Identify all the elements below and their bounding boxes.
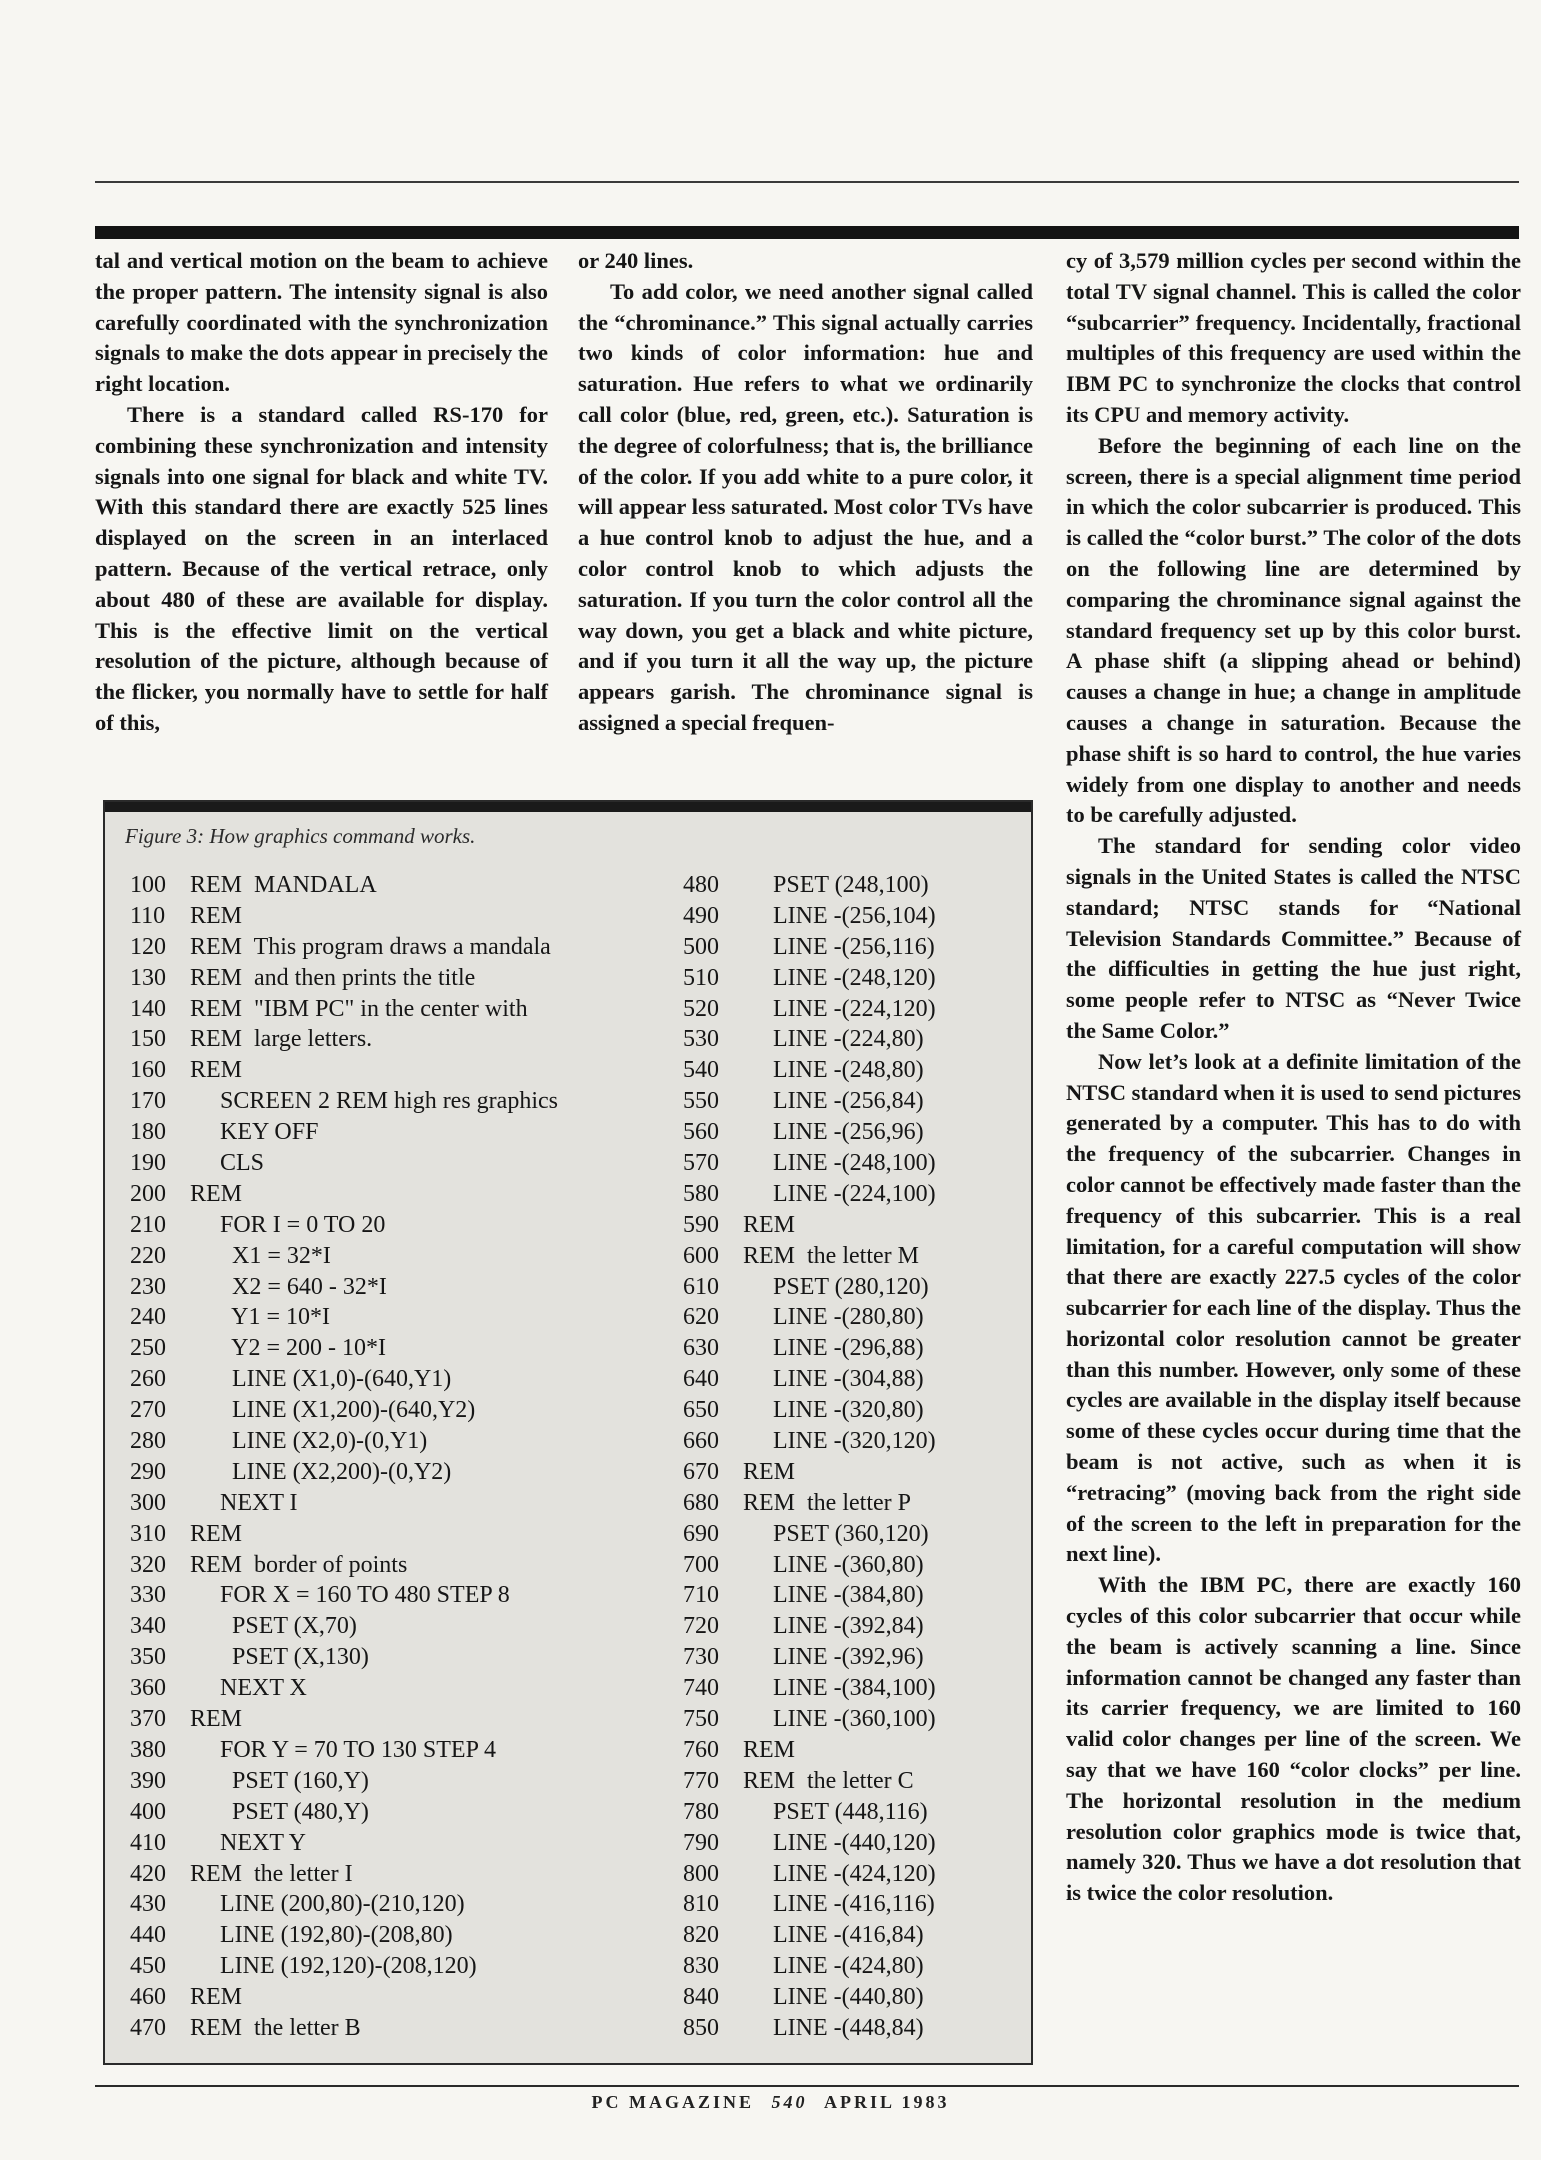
code-line [683,1828,936,1859]
code-line [683,870,936,901]
code-statement: X1 = 32*I [190,1242,331,1269]
line-number: 360 [130,1675,166,1702]
paragraph: tal and vertical motion on the beam to achieve the proper pattern. The intensity signal is also carefully coordinated with the synchronization signals to make the dots appear in precisely the right location. [95,248,548,397]
code-statement: REM This program draws a mandala [190,933,551,960]
code-statement: PSET (360,120) [743,1520,929,1547]
code-line [683,1735,936,1766]
code-statement: LINE -(320,120) [743,1428,936,1455]
code-statement: REM the letter B [190,2014,361,2041]
code-statement: LINE -(424,120) [743,1860,936,1887]
top-rule [95,181,1519,183]
code-line [130,1642,558,1673]
line-number: 690 [683,1520,719,1547]
code-line [130,1766,558,1797]
code-line [130,1457,558,1488]
code-line [130,1920,558,1951]
code-statement: PSET (X,70) [190,1613,357,1640]
code-statement: REM [743,1736,796,1763]
code-statement: REM [190,1180,243,1207]
line-number: 620 [683,1304,719,1331]
code-statement: LINE -(224,120) [743,995,936,1022]
code-line [130,1828,558,1859]
code-line [683,1642,936,1673]
code-statement: LINE -(360,100) [743,1706,936,1733]
line-number: 310 [130,1520,166,1547]
code-statement: LINE -(448,84) [743,2014,924,2041]
code-line [130,1086,558,1117]
code-line [130,1364,558,1395]
code-line [683,1364,936,1395]
code-line [683,1024,936,1055]
code-line [130,1272,558,1303]
code-statement: LINE -(392,84) [743,1613,924,1640]
code-statement: REM MANDALA [190,872,377,898]
line-number: 710 [683,1582,719,1609]
line-number: 630 [683,1335,719,1362]
code-line [683,994,936,1025]
code-statement: PSET (X,130) [190,1644,369,1671]
code-line [130,1148,558,1179]
code-line [683,1766,936,1797]
line-number: 560 [683,1119,719,1146]
code-line [683,1920,936,1951]
code-statement: PSET (160,Y) [190,1767,369,1794]
line-number: 570 [683,1150,719,1177]
code-line [130,1426,558,1457]
figure-3-code-listing [103,800,1033,2065]
bottom-rule [95,2085,1519,2087]
line-number: 520 [683,995,719,1022]
code-statement: PSET (448,116) [743,1798,928,1825]
line-number: 760 [683,1736,719,1763]
code-statement: NEXT I [190,1489,298,1516]
code-statement: LINE -(416,84) [743,1922,924,1949]
line-number: 510 [683,964,719,991]
code-line [130,1735,558,1766]
line-number: 500 [683,933,719,960]
code-statement: LINE (200,80)-(210,120) [190,1891,465,1918]
line-number: 480 [683,872,719,898]
code-column-right [683,870,936,2044]
code-line [130,1519,558,1550]
code-statement: LINE (X1,0)-(640,Y1) [190,1366,452,1393]
code-line [683,963,936,994]
code-statement: REM the letter P [743,1489,911,1516]
code-statement: PSET (248,100) [743,872,929,898]
code-line [683,1055,936,1086]
code-statement: REM [190,1984,243,2011]
code-statement: LINE -(256,104) [743,902,936,929]
code-line [130,2013,558,2044]
footer-date: APRIL 1983 [824,2092,950,2112]
line-number: 700 [683,1551,719,1578]
code-statement: LINE -(256,96) [743,1119,924,1146]
code-statement: KEY OFF [190,1119,319,1146]
code-statement: SCREEN 2 REM high res graphics [190,1088,558,1115]
page-footer [0,2092,1541,2113]
code-line [130,1488,558,1519]
code-line [683,1457,936,1488]
code-statement: LINE (192,80)-(208,80) [190,1922,453,1949]
code-line [683,1333,936,1364]
code-line [130,1179,558,1210]
line-number: 680 [683,1489,719,1516]
code-statement: LINE (X1,200)-(640,Y2) [190,1397,476,1424]
paragraph: Now let’s look at a definite limitation of the NTSC standard when it is used to send pictures generated by a computer. This has to do with the frequency of the subcarrier. Changes in color cannot be effectively made faster than the frequency of this subcarrier. This is a real limitation, for a careful computation will show that there are exactly 227.5 cycles of the color subcarrier for each line of the display. Thus the horizontal color resolution cannot be greater than this number. However, only some of these cycles are available in the display itself because some of these cycles occur during time that the beam is not active, such as when it is “retracing” (moving back from the right side of the screen to the left in preparation for the next line). [1066,1048,1521,1567]
line-number: 820 [683,1922,719,1949]
line-number: 280 [130,1428,166,1455]
line-number: 540 [683,1057,719,1084]
code-statement: Y1 = 10*I [190,1304,330,1331]
line-number: 180 [130,1119,166,1146]
code-statement: FOR Y = 70 TO 130 STEP 4 [190,1736,497,1763]
line-number: 580 [683,1180,719,1207]
paragraph: cy of 3,579 million cycles per second within the total TV signal channel. This is called the color “subcarrier” frequency. Incidentally, fractional multiples of this frequency are used within the IBM PC to synchronize the clocks that control its CPU and memory activity. [1066,248,1521,427]
code-line [683,1241,936,1272]
code-statement: LINE -(440,80) [743,1984,924,2011]
code-line [130,1241,558,1272]
code-line [683,1889,936,1920]
code-line [683,1179,936,1210]
code-line [683,1272,936,1303]
code-line [683,2013,936,2044]
code-statement: REM [190,1057,243,1084]
line-number: 120 [130,933,166,960]
line-number: 830 [683,1953,719,1980]
code-line [130,963,558,994]
code-line [683,1580,936,1611]
line-number: 840 [683,1984,719,2011]
line-number: 440 [130,1922,166,1949]
code-statement: LINE (X2,200)-(0,Y2) [190,1458,452,1485]
code-line [130,1580,558,1611]
line-number: 470 [130,2014,166,2041]
line-number: 660 [683,1428,719,1455]
code-line [683,1210,936,1241]
code-line [130,994,558,1025]
code-statement: LINE -(384,100) [743,1675,936,1702]
code-statement: PSET (480,Y) [190,1798,369,1825]
line-number: 610 [683,1273,719,1300]
line-number: 600 [683,1242,719,1269]
line-number: 160 [130,1057,166,1084]
code-line [683,1611,936,1642]
code-statement: LINE -(440,120) [743,1829,936,1856]
code-line [683,1951,936,1982]
code-line [683,1673,936,1704]
line-number: 110 [130,902,166,929]
line-number: 720 [683,1613,719,1640]
code-column-left [130,870,558,2044]
code-line [683,1395,936,1426]
line-number: 850 [683,2014,719,2041]
code-statement: LINE (X2,0)-(0,Y1) [190,1428,428,1455]
line-number: 240 [130,1304,166,1331]
code-statement: REM large letters. [190,1026,373,1053]
code-line [683,1704,936,1735]
line-number: 300 [130,1489,166,1516]
code-statement: REM [743,1458,796,1485]
code-line [130,932,558,963]
line-number: 810 [683,1891,719,1918]
figure-caption: Figure 3: How graphics command works. [125,824,476,848]
line-number: 100 [130,872,166,898]
line-number: 140 [130,995,166,1022]
code-line [683,1797,936,1828]
code-statement: LINE -(424,80) [743,1953,924,1980]
code-line [683,1982,936,2013]
header-bar [95,226,1519,239]
code-line [683,1426,936,1457]
code-line [130,1550,558,1581]
code-statement: LINE (192,120)-(208,120) [190,1953,477,1980]
line-number: 530 [683,1026,719,1053]
code-statement: LINE -(256,116) [743,933,935,960]
code-line [130,870,558,901]
code-statement: Y2 = 200 - 10*I [190,1335,386,1362]
code-line [130,1704,558,1735]
line-number: 640 [683,1366,719,1393]
code-line [130,1673,558,1704]
figure-top-bar [105,802,1031,812]
code-line [683,1086,936,1117]
code-statement: REM the letter I [190,1860,353,1887]
line-number: 670 [683,1458,719,1485]
line-number: 730 [683,1644,719,1671]
code-statement: LINE -(224,80) [743,1026,924,1053]
code-statement: REM [190,1520,243,1547]
line-number: 230 [130,1273,166,1300]
paragraph: Before the beginning of each line on the screen, there is a special alignment time period in which the color subcarrier is produced. This is called the “color burst.” The color of the dots on the following line are determined by comparing the chrominance signal against the standard frequency set up by this color burst. A phase shift (a slipping ahead or behind) causes a change in hue; a change in amplitude causes a change in saturation. Because the phase shift is so hard to control, the hue varies widely from one display to another and needs to be carefully adjusted. [1066,432,1521,828]
line-number: 450 [130,1953,166,1980]
code-statement: PSET (280,120) [743,1273,929,1300]
line-number: 770 [683,1767,719,1794]
code-line [683,1148,936,1179]
paragraph: With the IBM PC, there are exactly 160 cycles of this color subcarrier that occur while the beam is actively scanning a line. Since information cannot be changed any faster than its carrier frequency, we are limited to 160 valid color changes per line of the screen. We say that we have 160 “color clocks” per line. The horizontal resolution in the medium resolution color graphics mode is twice that, namely 320. Thus we have a dot resolution that is twice the color resolution. [1066,1572,1521,1906]
line-number: 340 [130,1613,166,1640]
code-statement: X2 = 640 - 32*I [190,1273,387,1300]
line-number: 250 [130,1335,166,1362]
code-statement: LINE -(392,96) [743,1644,924,1671]
code-line [130,1859,558,1890]
code-line [130,1024,558,1055]
code-line [130,1395,558,1426]
text-column-3 [1066,246,1521,1909]
line-number: 400 [130,1798,166,1825]
code-statement: LINE -(280,80) [743,1304,924,1331]
paragraph: or 240 lines. [578,248,694,273]
line-number: 150 [130,1026,166,1053]
code-line [130,1333,558,1364]
line-number: 270 [130,1397,166,1424]
code-statement: LINE -(224,100) [743,1180,936,1207]
code-statement: REM [743,1211,796,1238]
line-number: 170 [130,1088,166,1115]
line-number: 200 [130,1180,166,1207]
code-line [130,1210,558,1241]
code-statement: REM border of points [190,1551,408,1578]
code-line [683,932,936,963]
code-line [683,1519,936,1550]
code-statement: REM the letter M [743,1242,919,1269]
line-number: 490 [683,902,719,929]
code-line [683,1488,936,1519]
line-number: 420 [130,1860,166,1887]
line-number: 740 [683,1675,719,1702]
paragraph: There is a standard called RS-170 for combining these synchronization and intensity signals into one signal for black and white TV. With this standard there are exactly 525 lines displayed on the screen in an interlaced pattern. Because of the vertical retrace, only about 480 of these are available for display. This is the effective limit on the vertical resolution of the picture, although because of the flicker, you normally have to settle for half of this, [95,401,548,735]
line-number: 220 [130,1242,166,1269]
code-statement: FOR I = 0 TO 20 [190,1211,386,1238]
code-line [130,1982,558,2013]
line-number: 130 [130,964,166,991]
code-statement: REM [190,902,243,929]
line-number: 210 [130,1211,166,1238]
code-line [683,1550,936,1581]
text-column-2 [578,246,1033,739]
code-statement: FOR X = 160 TO 480 STEP 8 [190,1582,510,1609]
line-number: 590 [683,1211,719,1238]
code-line [130,1951,558,1982]
code-statement: NEXT X [190,1675,307,1702]
line-number: 550 [683,1088,719,1115]
line-number: 410 [130,1829,166,1856]
line-number: 790 [683,1829,719,1856]
line-number: 350 [130,1644,166,1671]
line-number: 460 [130,1984,166,2011]
paragraph: To add color, we need another signal called the “chrominance.” This signal actually carries two kinds of color information: hue and saturation. Hue refers to what we ordinarily call color (blue, red, green, etc.). Saturation is the degree of colorfulness; that is, the brilliance of the color. If you add white to a pure color, it will appear less saturated. Most color TVs have a hue control knob to adjust the hue, and a color control knob to which adjusts the saturation. If you turn the color control all the way down, you get a black and white picture, and if you turn it all the way up, the picture appears garish. The chrominance signal is assigned a special frequen- [578,278,1033,735]
footer-page-number: 540 [771,2092,808,2112]
line-number: 750 [683,1706,719,1733]
code-line [130,901,558,932]
code-line [683,901,936,932]
code-line [130,1302,558,1333]
line-number: 330 [130,1582,166,1609]
footer-magazine: PC MAGAZINE [591,2092,754,2112]
code-statement: LINE -(248,120) [743,964,936,991]
line-number: 780 [683,1798,719,1825]
code-line [130,1055,558,1086]
code-statement: REM the letter C [743,1767,914,1794]
line-number: 290 [130,1458,166,1485]
line-number: 390 [130,1767,166,1794]
code-statement: NEXT Y [190,1829,306,1856]
code-line [130,1611,558,1642]
code-line [683,1117,936,1148]
line-number: 430 [130,1891,166,1918]
code-statement: LINE -(304,88) [743,1366,924,1393]
code-statement: LINE -(248,100) [743,1150,936,1177]
line-number: 380 [130,1736,166,1763]
paragraph: The standard for sending color video signals in the United States is called the NTSC standard; NTSC stands for “National Television Standards Committee.” Because of the difficulties in getting the hue just right, some people refer to NTSC as “Never Twice the Same Color.” [1066,833,1521,1043]
code-line [130,1797,558,1828]
code-statement: LINE -(256,84) [743,1088,924,1115]
code-statement: LINE -(296,88) [743,1335,924,1362]
code-statement: CLS [190,1150,265,1177]
code-line [683,1302,936,1333]
code-line [683,1859,936,1890]
code-statement: LINE -(360,80) [743,1551,924,1578]
code-line [130,1117,558,1148]
line-number: 650 [683,1397,719,1424]
code-statement: LINE -(320,80) [743,1397,924,1424]
code-statement: LINE -(248,80) [743,1057,924,1084]
code-statement: REM "IBM PC" in the center with [190,995,528,1022]
line-number: 370 [130,1706,166,1733]
line-number: 800 [683,1860,719,1887]
code-statement: LINE -(416,116) [743,1891,935,1918]
line-number: 320 [130,1551,166,1578]
code-statement: LINE -(384,80) [743,1582,924,1609]
text-column-1 [95,246,548,739]
code-line [130,1889,558,1920]
code-statement: REM [190,1706,243,1733]
line-number: 190 [130,1150,166,1177]
line-number: 260 [130,1366,166,1393]
code-statement: REM and then prints the title [190,964,476,991]
